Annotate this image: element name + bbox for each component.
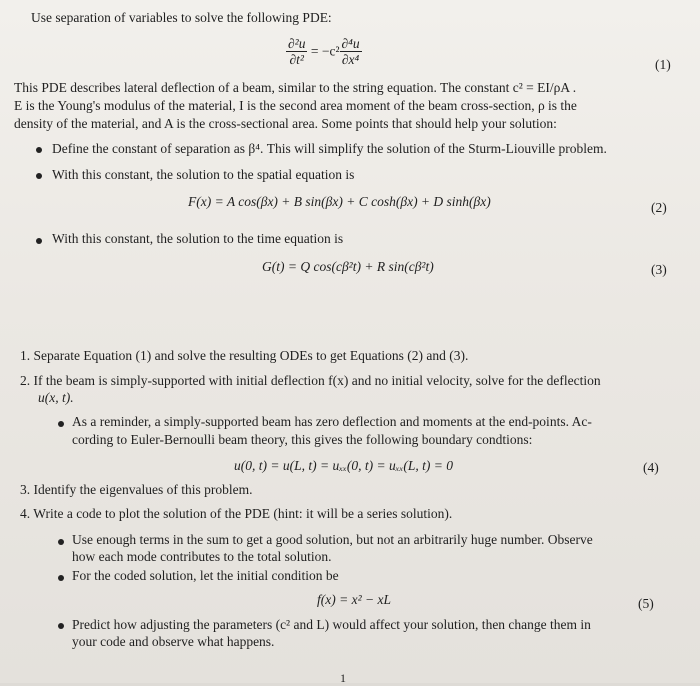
eq3-label: (3) [651, 262, 667, 277]
eq1-rhs-denominator: ∂x⁴ [341, 52, 360, 67]
equation-2: F(x) = A cos(βx) + B sin(βx) + C cosh(βx) + D sinh(βx) [188, 194, 491, 209]
bullet-icon [36, 173, 42, 179]
task-3: 3. Identify the eigenvalues of this problem. [20, 482, 253, 497]
eq1-lhs-denominator: ∂t² [289, 52, 304, 67]
eq5-label: (5) [638, 596, 654, 611]
bullet-icon [58, 575, 64, 581]
task-1: 1. Separate Equation (1) and solve the resulting ODEs to get Equations (2) and (3). [20, 348, 469, 363]
equation-3: G(t) = Q cos(cβ²t) + R sin(cβ²t) [262, 259, 434, 274]
hint-spatial: With this constant, the solution to the spatial equation is [52, 167, 355, 182]
eq2-label: (2) [651, 200, 667, 215]
bullet-icon [36, 147, 42, 153]
eq4-label: (4) [643, 460, 659, 475]
bullet-icon [58, 421, 64, 427]
task-4: 4. Write a code to plot the solution of the PDE (hint: it will be a series solution). [20, 506, 453, 521]
bullet-icon [58, 539, 64, 545]
task-4-bullet-1-line-1: Use enough terms in the sum to get a good solution, but not an arbitrarily huge number. Observe [72, 532, 593, 547]
hint-time: With this constant, the solution to the time equation is [52, 231, 344, 246]
bullet-icon [58, 623, 64, 629]
reminder-line-1: As a reminder, a simply-supported beam has zero deflection and moments at the end-points. Ac- [72, 414, 592, 429]
bullet-icon [36, 238, 42, 244]
hint-separation-constant: Define the constant of separation as β⁴. This will simplify the solution of the Sturm-Liouville problem. [52, 141, 607, 156]
equation-4: u(0, t) = u(L, t) = uₓₓ(0, t) = uₓₓ(L, t) = 0 [234, 458, 454, 473]
intro-text: Use separation of variables to solve the following PDE: [31, 10, 332, 25]
equation-1 [286, 36, 362, 67]
eq1-mid: = −c² [310, 43, 340, 59]
task-4-bullet-3-line-1: Predict how adjusting the parameters (c² and L) would affect your solution, then change them in [72, 617, 591, 632]
task-4-bullet-3-line-2: your code and observe what happens. [72, 634, 275, 649]
eq1-lhs-numerator: ∂²u [288, 36, 306, 51]
eq1-rhs-numerator: ∂⁴u [341, 36, 360, 51]
task-2-line-2: u(x, t). [38, 390, 74, 405]
reminder-line-2: cording to Euler-Bernoulli beam theory, this gives the following boundary condtions: [72, 432, 533, 447]
page-number: 1 [340, 671, 346, 685]
description-line-1: This PDE describes lateral deflection of a beam, similar to the string equation. The constant c² = EI/ρA . [14, 80, 577, 95]
description-line-3: density of the material, and A is the cross-sectional area. Some points that should help your solution: [14, 116, 557, 131]
eq1-label: (1) [655, 57, 671, 72]
description-line-2: E is the Young's modulus of the material, I is the second area moment of the beam cross-section, ρ is the [14, 98, 577, 113]
equation-5: f(x) = x² − xL [317, 592, 391, 607]
task-2-line-1: 2. If the beam is simply-supported with initial deflection f(x) and no initial velocity, solve for the deflection [20, 373, 601, 388]
task-4-bullet-1-line-2: how each mode contributes to the total solution. [72, 549, 332, 564]
task-4-bullet-2: For the coded solution, let the initial condition be [72, 568, 339, 583]
